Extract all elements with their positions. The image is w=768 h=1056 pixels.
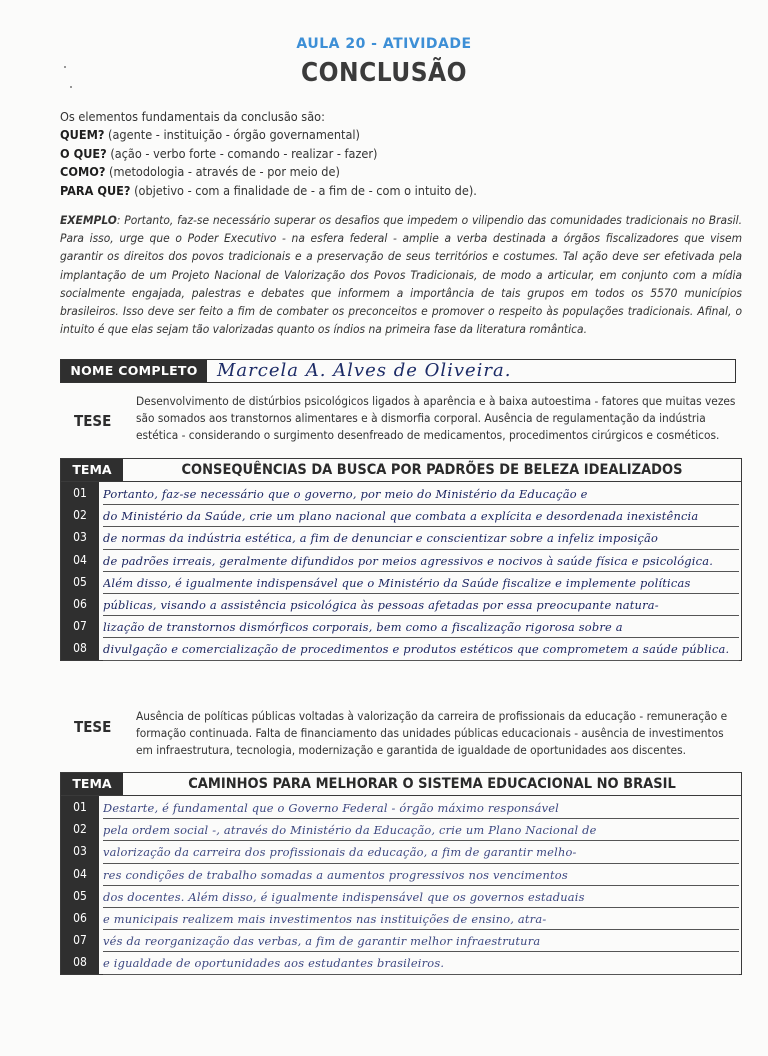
element-para-que [60,182,740,200]
essay-line [61,907,741,929]
handwritten-line[interactable]: res condições de trabalho somadas a aumentos progressivos nos vencimentos [103,863,739,886]
element-desc: (objetivo - com a finalidade de - a fim de - com o intuito de). [130,182,477,198]
handwritten-line[interactable]: Portanto, faz-se necessário que o governo, por meio do Ministério da Educação e [103,482,739,505]
essay-line [61,504,741,526]
element-quem [60,126,740,144]
line-number: 04 [61,863,99,885]
handwritten-line[interactable]: valorização da carreira dos profissionais da educação, a fim de garantir melho- [103,840,739,863]
example-paragraph [60,211,742,338]
element-key: O QUE? [60,145,107,161]
essay-line [61,885,741,907]
line-number: 04 [61,549,99,571]
page-title: CONCLUSÃO [300,58,468,88]
handwritten-line[interactable]: de padrões irreais, geralmente difundidos por meios agressivos e nocivos à saúde física e psicológica. [103,549,739,572]
handwritten-line[interactable]: dos docentes. Além disso, é igualmente indispensável que os governos estaduais [103,885,739,908]
essay-lines [61,796,741,974]
tese-label: TESE [74,412,112,430]
line-number: 02 [61,504,99,526]
essay-line [61,526,741,548]
tese-text: Desenvolvimento de distúrbios psicológicos ligados à aparência e à baixa autoestima - fatores que muitas vezes são somados aos transtornos alimentares e à dismorfia corporal. Ausência de regulamentação da indústria estética - considerando o surgimento desenfreado de medicamentos, procedimentos cirúrgicos e cosméticos. [136,394,736,442]
essay-line [61,929,741,951]
line-number: 05 [61,885,99,907]
student-name-row [60,359,736,383]
element-key: COMO? [60,164,106,180]
tema-header [61,459,741,482]
elements-list [60,108,740,200]
handwritten-line[interactable]: e municipais realizem mais investimentos nas instituições de ensino, atra- [103,907,739,930]
element-desc: (agente - instituição - órgão governamental) [104,127,360,143]
handwritten-line[interactable]: e igualdade de oportunidades aos estudantes brasileiros. [103,951,739,974]
line-number: 07 [61,615,99,637]
handwritten-line[interactable]: lização de transtornos dismórficos corporais, bem como a fiscalização rigorosa sobre a [103,615,739,638]
handwritten-line[interactable]: públicas, visando a assistência psicológica às pessoas afetadas por essa preocupante natura- [103,593,739,616]
example-label: EXEMPLO [60,213,117,227]
handwritten-line[interactable]: Destarte, é fundamental que o Governo Federal - órgão máximo responsável [103,796,739,819]
line-number: 01 [61,796,99,818]
essay-line [61,549,741,571]
essay-line [61,818,741,840]
essay-line [61,571,741,593]
element-key: PARA QUE? [60,182,131,198]
essay-line [61,863,741,885]
handwritten-line[interactable]: vés da reorganização das verbas, a fim de garantir melhor infraestrutura [103,929,739,952]
line-number: 02 [61,818,99,840]
name-label: NOME COMPLETO [61,360,207,382]
essay-box-1 [60,458,742,661]
element-key: QUEM? [60,127,105,143]
handwritten-line[interactable]: divulgação e comercialização de procedimentos e produtos estéticos que comprometem a saúde pública. [103,637,739,660]
essay-line [61,593,741,615]
essay-lines [61,482,741,660]
tema-label: TEMA [61,459,123,481]
essay-line [61,637,741,659]
tema-title: CONSEQUÊNCIAS DA BUSCA POR PADRÕES DE BELEZA IDEALIZADOS [181,462,683,478]
tema-header [61,773,741,796]
essay-line [61,796,741,818]
line-number: 07 [61,929,99,951]
element-como [60,163,740,181]
line-number: 03 [61,840,99,862]
handwritten-line[interactable]: pela ordem social -, através do Ministério da Educação, crie um Plano Nacional de [103,818,739,841]
line-number: 06 [61,593,99,615]
essay-box-2 [60,772,742,975]
tema-label: TEMA [61,773,123,795]
tese-label: TESE [74,718,112,736]
element-o-que [60,145,740,163]
essay-line [61,615,741,637]
line-number: 08 [61,637,99,659]
line-number: 08 [61,951,99,973]
line-number: 05 [61,571,99,593]
tese-text: Ausência de políticas públicas voltadas à valorização da carreira de profissionais da educação - remuneração e formação continuada. Falta de financiamento das unidades públicas educacionais - ausência de investimentos em infraestrutura, tecnologia, modernização e garantida de igualdade de oportunidades aos discentes. [136,709,728,757]
line-number: 06 [61,907,99,929]
handwritten-line[interactable]: do Ministério da Saúde, crie um plano nacional que combata a explícita e desordenada inexistência [103,504,739,527]
element-desc: (metodologia - através de - por meio de) [105,164,340,180]
element-desc: (ação - verbo forte - comando - realizar - fazer) [106,145,378,161]
tema-title: CAMINHOS PARA MELHORAR O SISTEMA EDUCACIONAL NO BRASIL [188,776,676,792]
student-name: Marcela A. Alves de Oliveira. [217,360,512,381]
lesson-label: AULA 20 - ATIVIDADE [296,36,472,52]
handwritten-line[interactable]: Além disso, é igualmente indispensável que o Ministério da Saúde fiscalize e implemente políticas [103,571,739,594]
essay-line [61,951,741,973]
line-number: 03 [61,526,99,548]
essay-line [61,840,741,862]
example-text: : Portanto, faz-se necessário superar os desafios que impedem o vilipendio das comunidades tradicionais no Brasil. Para isso, urge que o Poder Executivo - na esfera federal - amplie a verba destinada a órgãos fiscalizadores que visem garantir os direitos dos povos tradicionais e a preservação de seus territórios e costumes. Tal ação deve ser efetivada pela implantação de um Projeto Nacional de Valorização dos Povos Tradicionais, de modo a articular, em conjunto com a mídia socialmente engajada, palestras e debates que informem a importância de tais grupos em todos os 5570 municípios brasileiros. Isso deve ser feito a fim de combater os preconceitos e promover o respeito às populações tradicionais. Afinal, o intuito é que elas sejam tão valorizadas quanto os índios na primeira fase da literatura romântica. [60,213,742,337]
essay-line [61,482,741,504]
elements-lead: Os elementos fundamentais da conclusão são: [60,109,325,124]
line-number: 01 [61,482,99,504]
handwritten-line[interactable]: de normas da indústria estética, a fim de denunciar e conscientizar sobre a infeliz imposição [103,526,739,549]
